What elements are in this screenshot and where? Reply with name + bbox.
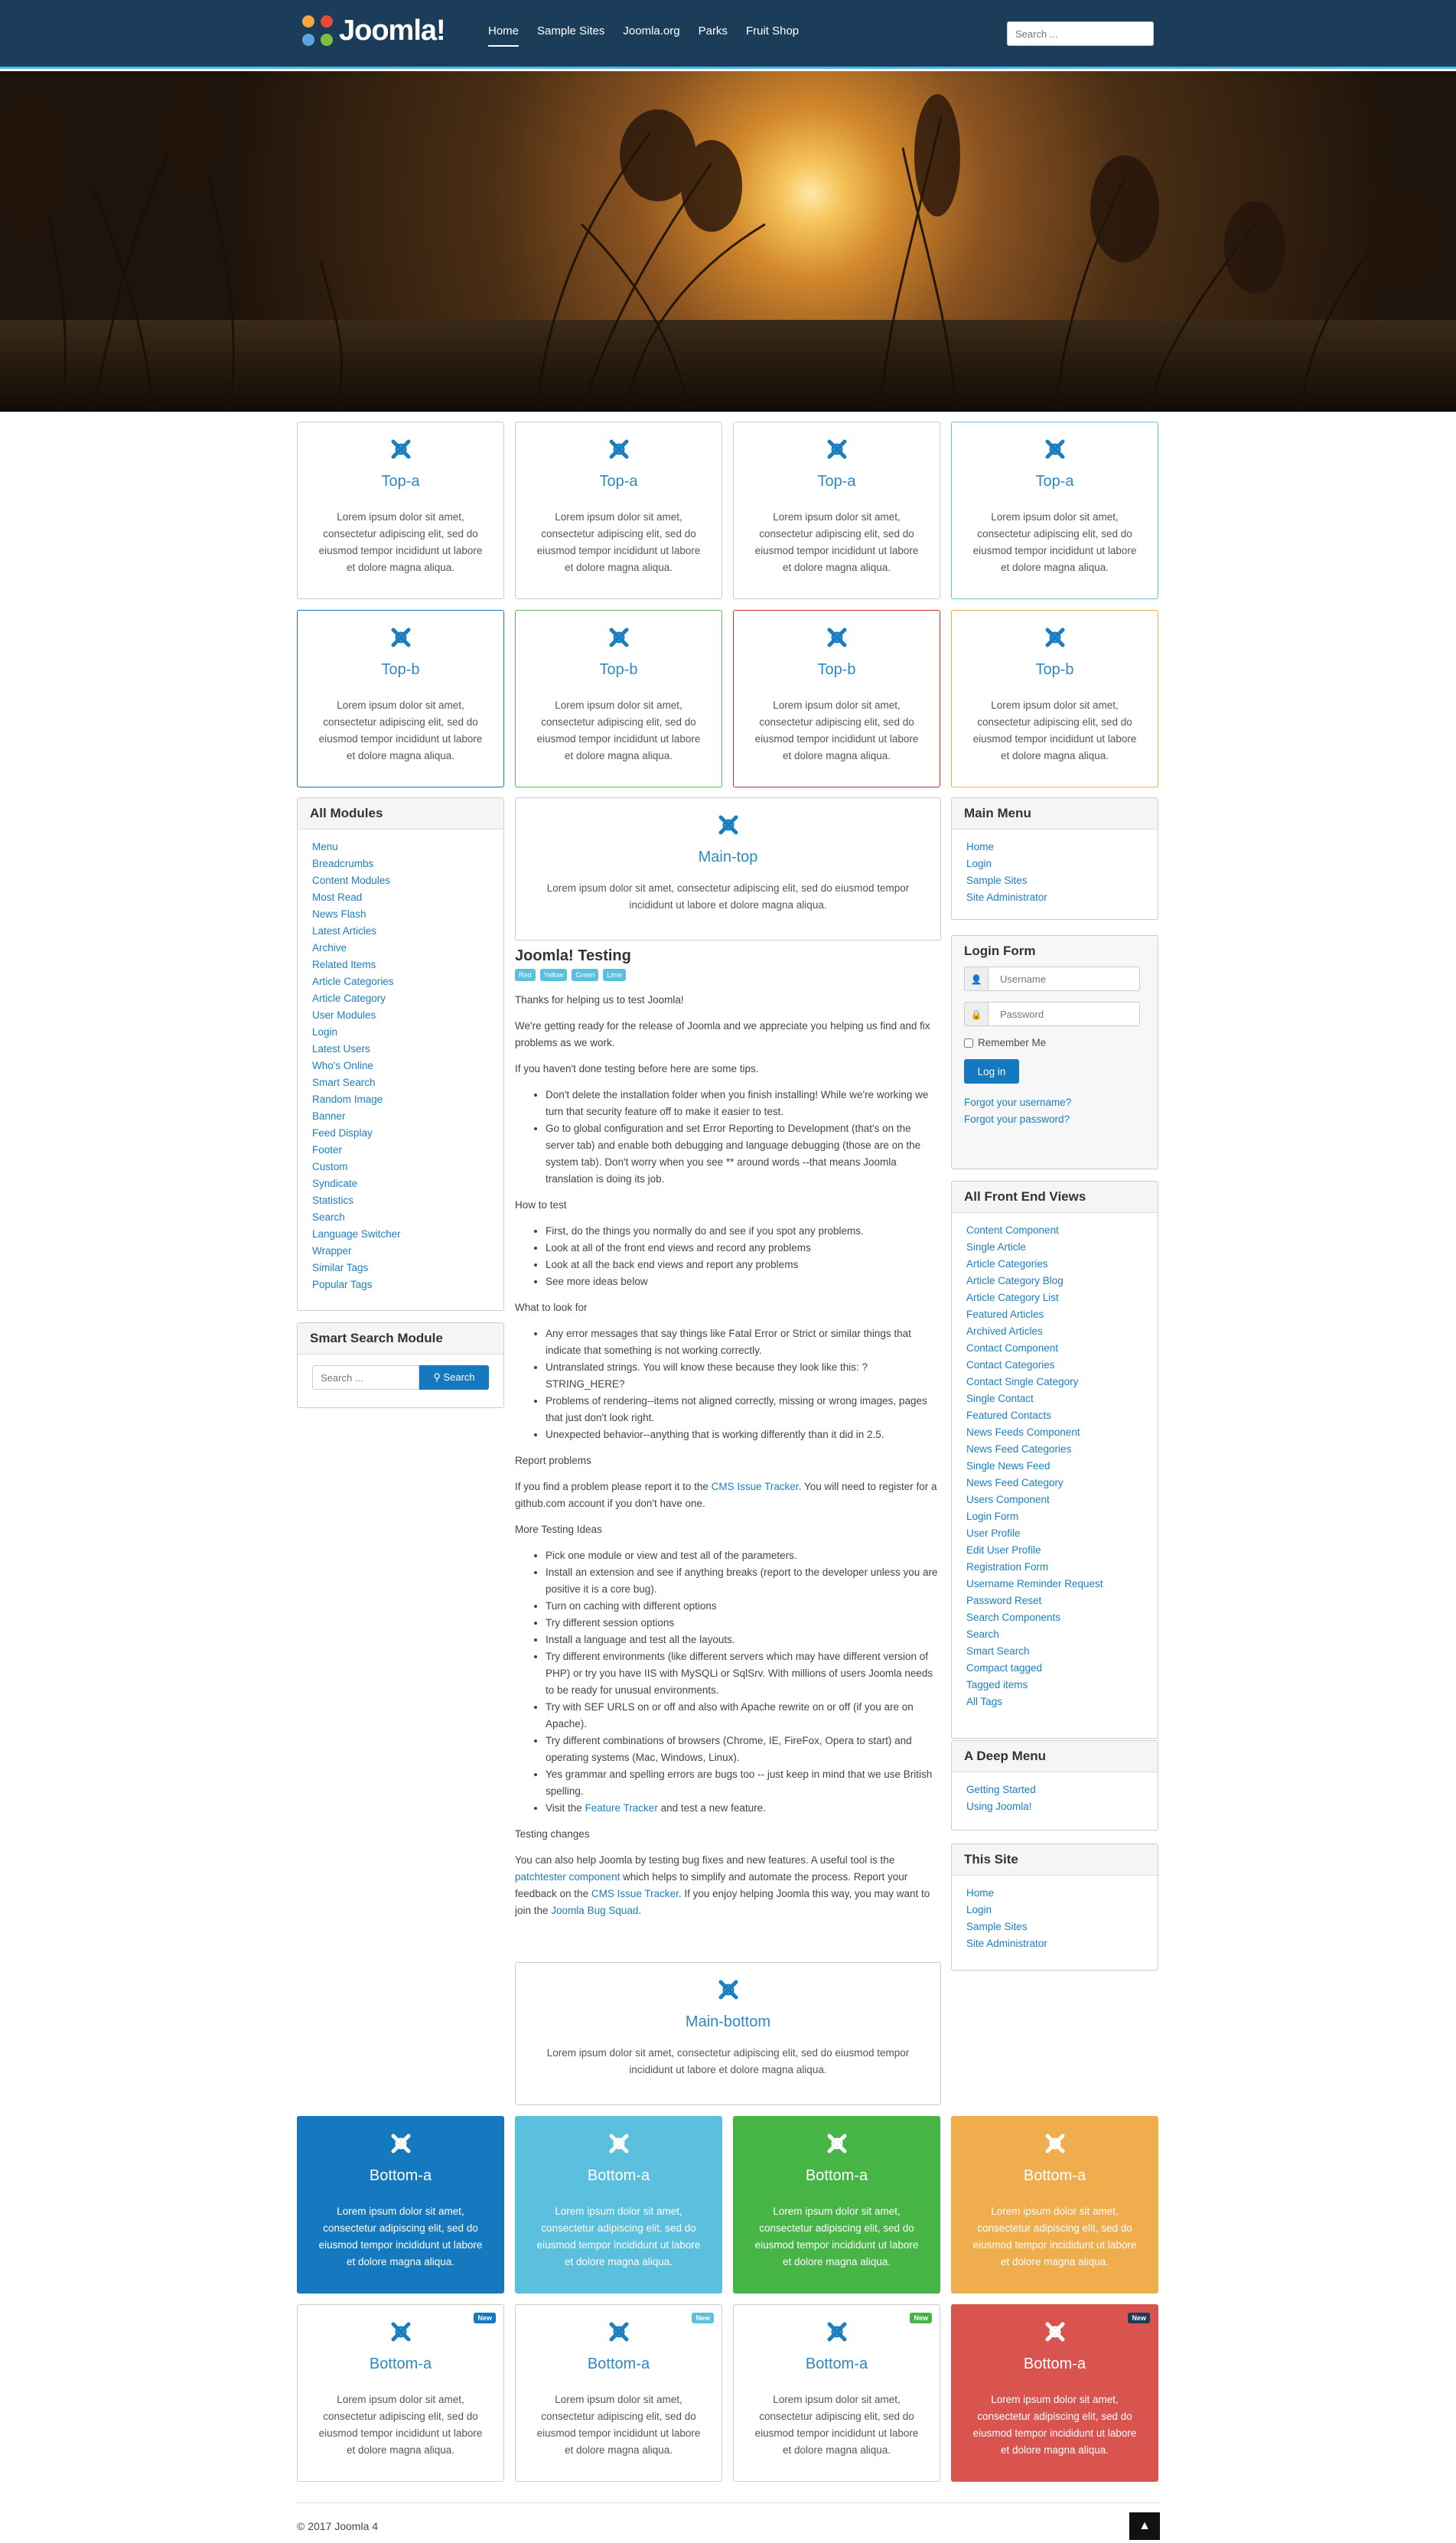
patchtester-link[interactable]: patchtester component [515,1871,621,1883]
module-link[interactable]: Feed Display [312,1127,373,1139]
article-title: Joomla! Testing [515,947,631,964]
card-title: Bottom-a [805,2356,868,2372]
module-link[interactable]: Statistics [312,1195,354,1206]
module-link[interactable]: Custom [312,1161,348,1172]
joomla-icon [388,436,414,462]
main-bottom-card [515,1962,941,2105]
module-link[interactable]: News Flash [312,908,366,920]
list-item: • Unexpected behavior--anything that is working differently than it did in 2.5. [546,1426,941,1443]
joomla-logo[interactable] [301,14,445,47]
joomla-icon [606,2131,632,2157]
joomla-icon [1042,2319,1068,2345]
what-list [546,1325,941,1443]
forgot-username-link[interactable]: Forgot your username? [964,1097,1072,1108]
front-end-views-panel [951,1181,1158,1739]
joomla-icon [824,2131,850,2157]
hero-image [0,71,1456,412]
list-item: • Any error messages that say things like Fatal Error or Strict or similar things that indicate that something is not working correctly. [546,1325,941,1359]
list-item: • Look at all the back end views and report any problems [546,1257,941,1273]
card-title: Top-a [599,473,638,490]
nav-joomla-org[interactable]: Joomla.org [623,24,680,37]
login-button[interactable]: Log in [964,1059,1019,1084]
card-title: Bottom-a [587,2356,650,2372]
deep-menu-panel [951,1740,1158,1831]
list-item: • Try with SEF URLS on or off and also with Apache rewrite on or off (if you are on Apache). [546,1699,941,1733]
joomla-logo-icon [301,14,334,47]
list-item: • First, do the things you normally do and see if you spot any problems. [546,1223,941,1240]
card-title: Main-top [698,849,758,866]
nav-sample-sites[interactable]: Sample Sites [537,24,605,37]
arrow-up-icon: ▲ [1138,2519,1151,2532]
view-link[interactable]: Featured Articles [966,1309,1044,1320]
panel-title: Login Form [964,944,1036,958]
paragraph: Thanks for helping us to test Joomla! [515,994,684,1006]
top-b-card-1 [297,610,504,787]
section-heading: Testing changes [515,1828,590,1840]
card-title: Bottom-a [805,2167,868,2184]
card-text: Lorem ipsum dolor sit amet, consectetur adipiscing elit, sed do eiusmod tempor incididunt ut labore et dolore magna aliqua. [536,511,701,573]
list-item: • Pick one module or view and test all of the parameters. [546,1547,941,1564]
deep-menu-list [952,1772,1158,1824]
card-text: Lorem ipsum dolor sit amet, consectetur adipiscing elit, sed do eiusmod tempor incididunt ut labore et dolore magna aliqua. [754,699,919,761]
copyright-text: © 2017 Joomla 4 [297,2520,379,2532]
card-text: Lorem ipsum dolor sit amet, consectetur adipiscing elit, sed do eiusmod tempor incididunt ut labore et dolore magna aliqua. [754,2394,919,2456]
bottom-a-card-badge-1 [297,2304,504,2482]
paragraph: You can also help Joomla by testing bug fixes and new features. A useful tool is the patchtester component which helps to simplify and automate the process. Report your feedback on the CMS Issue Tracker. If you enjoy helping Joomla this way, you may want to join the Joomla Bug Squad. [515,1854,930,1916]
lock-icon: 🔒 [964,1002,989,1026]
smart-search-button[interactable]: ⚲ Search [419,1365,489,1390]
bottom-a-card-red [951,2304,1158,2482]
logo-text: Joomla! [339,14,445,47]
view-link[interactable]: Single Article [966,1241,1027,1253]
module-link[interactable]: Menu [312,841,338,853]
paragraph: If you haven't done testing before here are some tips. [515,1063,759,1074]
search-icon: ⚲ [433,1371,444,1383]
view-link[interactable]: Content Component [966,1224,1059,1236]
section-heading: More Testing Ideas [515,1524,602,1535]
module-link[interactable]: Archive [312,942,347,954]
view-link[interactable]: Article Categories [966,1258,1048,1270]
joomla-icon [824,624,850,650]
card-text: Lorem ipsum dolor sit amet, consectetur adipiscing elit, sed do eiusmod tempor incididunt ut labore et dolore magna aliqua. [318,511,483,573]
article-tags [515,969,941,981]
card-text: Lorem ipsum dolor sit amet, consectetur adipiscing elit, sed do eiusmod tempor incididunt ut labore et dolore magna aliqua. [318,699,483,761]
front-end-views-list [952,1213,1158,1720]
top-b-card-2 [515,610,722,787]
remember-checkbox[interactable] [964,1038,973,1048]
card-title: Bottom-a [587,2167,650,2184]
view-link[interactable]: Tagged items [966,1679,1028,1690]
remember-me[interactable]: Remember Me [964,1037,1158,1048]
username-input[interactable] [964,967,1140,991]
card-text: Lorem ipsum dolor sit amet, consectetur adipiscing elit, sed do eiusmod tempor incididunt ut labore et dolore magna aliqua. [536,699,701,761]
card-title: Top-b [1035,661,1074,678]
joomla-icon [715,1977,741,2003]
menu-link-home[interactable]: Home [966,841,995,853]
view-link[interactable]: Archived Articles [966,1325,1043,1337]
module-link[interactable]: Most Read [312,892,363,903]
view-link[interactable]: Search [966,1628,999,1640]
list-item: • Install an extension and see if anything breaks (report to the developer unless you are positive it is a core bug). [546,1564,941,1598]
top-a-card-1 [297,422,504,599]
tag-green[interactable]: Green [572,969,598,981]
view-link[interactable]: Login Form [966,1511,1019,1522]
menu-link-using-joomla[interactable]: Using Joomla! [966,1801,1032,1812]
card-text: Lorem ipsum dolor sit amet, consectetur adipiscing elit, sed do eiusmod tempor incididunt ut labore et dolore magna aliqua. [318,2206,483,2268]
bug-squad-link[interactable]: Joomla Bug Squad [551,1905,639,1916]
card-text: Lorem ipsum dolor sit amet, consectetur adipiscing elit, sed do eiusmod tempor incididunt ut labore et dolore magna aliqua. [972,699,1137,761]
list-item: • Don't delete the installation folder when you finish installing! While we're working we turn that security feature off to make it easier to test. [546,1087,941,1120]
menu-link-getting-started[interactable]: Getting Started [966,1784,1036,1795]
bottom-a-card-blue [297,2116,504,2294]
card-text: Lorem ipsum dolor sit amet, consectetur adipiscing elit, sed do eiusmod tempor incididunt ut labore et dolore magna aliqua. [536,2394,701,2456]
bottom-a-card-light-blue [515,2116,722,2294]
bottom-a-card-badge-3 [733,2304,940,2482]
top-a-card-3 [733,422,940,599]
top-b-card-4 [951,610,1158,787]
joomla-icon [606,2319,632,2345]
all-modules-list [298,830,503,1302]
tag-red[interactable]: Red [515,969,536,981]
card-text: Lorem ipsum dolor sit amet, consectetur adipiscing elit, sed do eiusmod tempor incididunt ut labore et dolore magna aliqua. [972,2206,1137,2268]
new-badge: New [1128,2313,1150,2323]
view-link[interactable]: Registration Form [966,1561,1049,1573]
smart-search-input[interactable] [312,1365,419,1390]
main-menu-list [952,830,1158,915]
card-title: Main-bottom [685,2013,771,2030]
site-header [0,0,1456,69]
forgot-password-link[interactable]: Forgot your password? [964,1113,1070,1125]
module-link[interactable]: Random Image [312,1094,383,1105]
section-heading: How to test [515,1199,567,1211]
module-link[interactable]: Footer [312,1144,343,1156]
more-list [546,1547,941,1817]
card-title: Top-a [1035,473,1074,490]
view-link[interactable]: Password Reset [966,1595,1042,1606]
module-link[interactable]: Popular Tags [312,1279,373,1290]
panel-title: Smart Search Module [298,1323,503,1355]
joomla-icon [715,812,741,838]
menu-link-login[interactable]: Login [966,1904,992,1915]
section-heading: What to look for [515,1302,588,1313]
view-link[interactable]: Single Contact [966,1393,1034,1404]
joomla-icon [824,436,850,462]
joomla-icon [606,436,632,462]
username-field [964,967,1158,991]
list-item: • Problems of rendering--items not aligned correctly, missing or wrong images, pages that just don't look right. [546,1393,941,1426]
joomla-icon [606,624,632,650]
list-item: • Look at all of the front end views and record any problems [546,1240,941,1257]
view-link[interactable]: Users Component [966,1494,1050,1505]
this-site-list [952,1876,1158,1961]
password-field [964,1002,1158,1026]
header-search-input[interactable] [1007,21,1154,46]
section-heading: Report problems [515,1455,591,1466]
view-link[interactable]: Smart Search [966,1645,1030,1657]
paragraph: We're getting ready for the release of Joomla and we appreciate you helping us find and fix problems as we work. [515,1020,930,1048]
card-title: Bottom-a [369,2167,432,2184]
panel-title: Main Menu [952,798,1158,830]
view-link[interactable]: Compact tagged [966,1662,1043,1674]
module-link[interactable]: Latest Articles [312,925,377,937]
module-link[interactable]: Language Switcher [312,1228,401,1240]
main-menu-panel [951,797,1158,920]
card-text: Lorem ipsum dolor sit amet, consectetur adipiscing elit, sed do eiusmod tempor incididunt ut labore et dolore magna aliqua. [318,2394,483,2456]
article [515,947,941,1928]
module-link[interactable]: Breadcrumbs [312,858,374,869]
top-b-card-3 [733,610,940,787]
menu-link-site-admin[interactable]: Site Administrator [966,892,1047,903]
list-item: • Try different environments (like different servers which may have different version of PHP) or try you have IIS with MySQLi or SqlSrv. With millions of users Joomla needs to be ready for unusual environments. [546,1648,941,1699]
module-link[interactable]: Banner [312,1110,346,1122]
site-footer [297,2502,1160,2532]
new-badge: New [910,2313,932,2323]
card-text: Lorem ipsum dolor sit amet, consectetur adipiscing elit, sed do eiusmod tempor incididunt ut labore et dolore magna aliqua. [754,2206,919,2268]
tag-lime[interactable]: Lime [603,969,626,981]
view-link[interactable]: User Profile [966,1527,1021,1539]
joomla-icon [388,624,414,650]
nav-home[interactable]: Home [488,24,519,47]
feature-tracker-link[interactable]: Feature Tracker [585,1802,658,1814]
back-to-top-button[interactable] [1129,2512,1160,2540]
list-item: • Try different session options [546,1615,941,1632]
joomla-icon [388,2319,414,2345]
tips-list [546,1087,941,1188]
main-top-card [515,797,941,941]
tag-yellow[interactable]: Yellow [540,969,568,981]
card-text: Lorem ipsum dolor sit amet, consectetur adipiscing elit, sed do eiusmod tempor incididunt ut labore et dolore magna aliqua. [972,511,1137,573]
issue-tracker-link[interactable]: CMS Issue Tracker [711,1481,799,1492]
view-link[interactable]: Contact Single Category [966,1376,1079,1387]
new-badge: New [692,2313,714,2323]
card-title: Top-b [599,661,638,678]
login-form-panel [951,935,1158,1169]
joomla-icon [1042,624,1068,650]
menu-link-sample-sites[interactable]: Sample Sites [966,1921,1028,1932]
top-a-card-4 [951,422,1158,599]
module-link[interactable]: Who's Online [312,1060,373,1071]
joomla-icon [388,2131,414,2157]
module-link[interactable]: Smart Search [312,1077,376,1088]
view-link[interactable]: All Tags [966,1696,1003,1707]
nav-fruit-shop[interactable]: Fruit Shop [745,24,800,37]
view-link[interactable]: Featured Contacts [966,1410,1052,1421]
list-item: • Go to global configuration and set Error Reporting to Development (that's on the server tab) and enable both debugging and language debugging (those are on the system tab). Don't worry when you see ** around words --that means Joomla translation is doing its job. [546,1120,941,1188]
smart-search-panel [297,1322,504,1408]
joomla-icon [824,2319,850,2345]
view-link[interactable]: Article Category Blog [966,1275,1063,1286]
hero-grass-silhouette [0,71,1456,412]
module-link[interactable]: Content Modules [312,875,391,886]
list-item: • Turn on caching with different options [546,1598,941,1615]
password-input[interactable] [964,1002,1140,1026]
card-title: Bottom-a [1023,2167,1086,2184]
view-link[interactable]: Article Category List [966,1292,1059,1303]
menu-link-sample-sites[interactable]: Sample Sites [966,875,1028,886]
card-text: Lorem ipsum dolor sit amet, consectetur adipiscing elit, sed do eiusmod tempor incididunt ut labore et dolore magna aliqua. [754,511,919,573]
card-text: Lorem ipsum dolor sit amet, consectetur adipiscing elit, sed do eiusmod tempor incididunt ut labore et dolore magna aliqua. [546,2047,910,2075]
view-link[interactable]: Contact Categories [966,1359,1055,1371]
card-title: Top-a [817,473,856,490]
card-title: Top-b [381,661,420,678]
card-text: Lorem ipsum dolor sit amet, consectetur adipiscing elit, sed do eiusmod tempor incididunt ut labore et dolore magna aliqua. [972,2394,1137,2456]
module-link[interactable]: Syndicate [312,1178,358,1189]
view-link[interactable]: News Feed Category [966,1477,1063,1488]
new-badge: New [474,2313,496,2323]
menu-link-site-admin[interactable]: Site Administrator [966,1938,1047,1949]
view-link[interactable]: Single News Feed [966,1460,1050,1472]
this-site-panel [951,1844,1158,1971]
bottom-a-card-badge-2 [515,2304,722,2482]
paragraph: If you find a problem please report it to the CMS Issue Tracker. You will need to register for a github.com account if you don't have one. [515,1481,937,1509]
card-text: Lorem ipsum dolor sit amet, consectetur adipiscing elit, sed do eiusmod tempor incididunt ut labore et dolore magna aliqua. [536,2206,701,2268]
list-item: • Install a language and test all the layouts. [546,1632,941,1648]
bottom-a-card-orange [951,2116,1158,2294]
module-link[interactable]: Search [312,1211,345,1223]
card-title: Top-a [381,473,420,490]
how-list [546,1223,941,1290]
card-title: Bottom-a [369,2356,432,2372]
user-icon: 👤 [964,967,989,991]
joomla-icon [1042,436,1068,462]
card-title: Bottom-a [1023,2356,1086,2372]
view-link[interactable]: Edit User Profile [966,1544,1041,1556]
bottom-a-card-green [733,2116,940,2294]
list-item: • Try different combinations of browsers (Chrome, IE, FireFox, Opera to start) and operating systems (Mac, Windows, Linux). [546,1733,941,1766]
view-link[interactable]: Username Reminder Request [966,1578,1103,1589]
list-item: • See more ideas below [546,1273,941,1290]
module-link[interactable]: Wrapper [312,1245,352,1257]
card-title: Top-b [817,661,856,678]
issue-tracker-link-2[interactable]: CMS Issue Tracker [591,1888,679,1899]
panel-title: A Deep Menu [952,1741,1158,1772]
main-nav [488,24,799,47]
module-link[interactable]: Related Items [312,959,376,970]
view-link[interactable]: News Feed Categories [966,1443,1072,1455]
joomla-icon [1042,2131,1068,2157]
panel-title: This Site [952,1844,1158,1876]
panel-title: All Modules [298,798,503,830]
module-link[interactable]: User Modules [312,1009,376,1021]
module-link[interactable]: Article Category [312,993,386,1004]
card-text: Lorem ipsum dolor sit amet, consectetur adipiscing elit, sed do eiusmod tempor incididunt ut labore et dolore magna aliqua. [546,882,910,911]
module-link[interactable]: Article Categories [312,976,394,987]
list-item: • Untranslated strings. You will know these because they look like this: ?STRING_HERE? [546,1359,941,1393]
all-modules-panel [297,797,504,1311]
nav-parks[interactable]: Parks [698,24,728,37]
view-link[interactable]: Contact Component [966,1342,1059,1354]
top-a-card-2 [515,422,722,599]
module-link[interactable]: Login [312,1026,338,1038]
view-link[interactable]: News Feeds Component [966,1426,1080,1438]
module-link[interactable]: Similar Tags [312,1262,369,1273]
view-link[interactable]: Search Components [966,1612,1061,1623]
module-link[interactable]: Latest Users [312,1043,370,1055]
list-item: • Visit the Feature Tracker and test a new feature. [546,1800,941,1817]
panel-title: All Front End Views [952,1182,1158,1213]
menu-link-home[interactable]: Home [966,1887,995,1899]
menu-link-login[interactable]: Login [966,858,992,869]
list-item: • Yes grammar and spelling errors are bugs too -- just keep in mind that we use British spelling. [546,1766,941,1800]
